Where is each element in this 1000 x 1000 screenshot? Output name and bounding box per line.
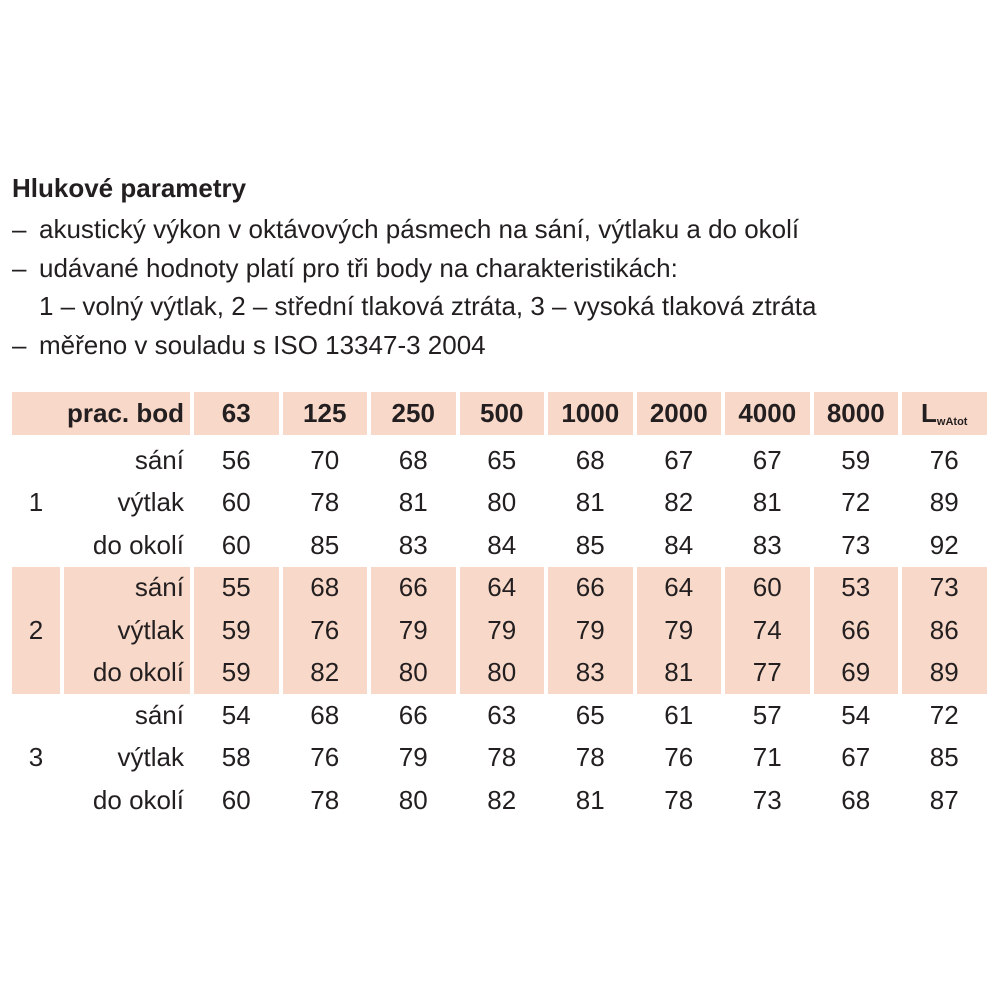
header-band: 250 xyxy=(371,392,456,435)
table-row xyxy=(12,609,987,652)
table-row xyxy=(12,779,987,822)
total-value-cell: 76 xyxy=(929,444,959,475)
band-value-cell: 54 xyxy=(841,699,871,730)
band-value-cell: 78 xyxy=(664,784,694,815)
band-value-cell: 79 xyxy=(637,609,722,652)
location-label: výtlak xyxy=(117,742,184,773)
band-value-cell: 68 xyxy=(841,784,871,815)
band-value-cell: 69 xyxy=(814,652,899,695)
band-value-cell: 80 xyxy=(398,784,428,815)
band-value-cell: 81 xyxy=(575,487,605,518)
band-value-cell: 59 xyxy=(194,652,279,695)
band-value-cell: 71 xyxy=(752,742,782,773)
bullet-item xyxy=(12,210,992,249)
band-value-cell: 68 xyxy=(283,567,368,610)
band-value-cell: 72 xyxy=(841,487,871,518)
band-value-cell: 60 xyxy=(221,529,251,560)
header-band: 63 xyxy=(194,392,279,435)
band-value-cell: 76 xyxy=(664,742,694,773)
header-total-main: L xyxy=(921,398,937,428)
header-band: 2000 xyxy=(637,392,722,435)
band-value-cell: 84 xyxy=(487,529,517,560)
table-row xyxy=(12,524,987,567)
band-value-cell: 67 xyxy=(664,444,694,475)
bullet-dash: – xyxy=(12,214,27,244)
document xyxy=(12,170,992,364)
table-row xyxy=(12,737,987,780)
point-number: 2 xyxy=(12,609,60,652)
band-value-cell: 73 xyxy=(841,529,871,560)
band-value-cell: 81 xyxy=(637,652,722,695)
bullet-text: udávané hodnoty platí pro tři body na charakteristikách: xyxy=(39,252,678,283)
band-value-cell: 56 xyxy=(221,444,251,475)
band-value-cell: 66 xyxy=(371,567,456,610)
header-total-sub: wAtot xyxy=(936,416,968,428)
header-band: 4000 xyxy=(725,392,810,435)
bullet-item xyxy=(12,249,992,288)
band-value-cell: 65 xyxy=(575,699,605,730)
header-band: 500 xyxy=(460,392,545,435)
band-value-cell: 80 xyxy=(487,487,517,518)
location-label: sání xyxy=(64,567,190,610)
band-value-cell: 70 xyxy=(310,444,340,475)
location-label: sání xyxy=(134,444,184,475)
location-label: výtlak xyxy=(64,609,190,652)
band-value-cell: 76 xyxy=(283,609,368,652)
point-number: 3 xyxy=(28,742,44,773)
band-value-cell: 80 xyxy=(460,652,545,695)
point-number xyxy=(12,694,60,737)
location-label: do okolí xyxy=(92,529,184,560)
bullet-text: 1 – volný výtlak, 2 – střední tlaková ztráta, 3 – vysoká tlaková ztráta xyxy=(39,291,817,321)
table-header-row xyxy=(12,392,987,435)
band-value-cell: 83 xyxy=(398,529,428,560)
bullet-item xyxy=(12,326,992,365)
band-value-cell: 85 xyxy=(575,529,605,560)
section-title: Hlukové parametry xyxy=(12,173,247,203)
table-row xyxy=(12,567,987,610)
header-total xyxy=(902,392,987,435)
band-value-cell: 60 xyxy=(221,487,251,518)
bullet-list xyxy=(12,210,992,364)
table-row xyxy=(12,652,987,695)
band-value-cell: 83 xyxy=(752,529,782,560)
band-value-cell: 59 xyxy=(194,609,279,652)
band-value-cell: 76 xyxy=(310,742,340,773)
location-label: do okolí xyxy=(92,784,184,815)
point-number xyxy=(12,567,60,610)
band-value-cell: 63 xyxy=(487,699,517,730)
band-value-cell: 65 xyxy=(487,444,517,475)
band-value-cell: 54 xyxy=(221,699,251,730)
band-value-cell: 85 xyxy=(310,529,340,560)
band-value-cell: 79 xyxy=(548,609,633,652)
total-value-cell: 87 xyxy=(929,784,959,815)
band-value-cell: 53 xyxy=(814,567,899,610)
band-value-cell: 66 xyxy=(548,567,633,610)
total-value-cell: 89 xyxy=(902,652,987,695)
band-value-cell: 79 xyxy=(398,742,428,773)
total-value-cell: 92 xyxy=(929,529,959,560)
total-value-cell: 89 xyxy=(929,487,959,518)
band-value-cell: 78 xyxy=(487,742,517,773)
total-value-cell: 85 xyxy=(929,742,959,773)
band-value-cell: 59 xyxy=(841,444,871,475)
band-value-cell: 68 xyxy=(398,444,428,475)
band-value-cell: 82 xyxy=(664,487,694,518)
point-number xyxy=(12,652,60,695)
band-value-cell: 84 xyxy=(664,529,694,560)
total-value-cell: 86 xyxy=(902,609,987,652)
total-value-cell: 73 xyxy=(902,567,987,610)
band-value-cell: 58 xyxy=(221,742,251,773)
band-value-cell: 67 xyxy=(841,742,871,773)
band-value-cell: 66 xyxy=(398,699,428,730)
band-value-cell: 79 xyxy=(371,609,456,652)
location-label: do okolí xyxy=(64,652,190,695)
bullet-dash: – xyxy=(12,252,27,283)
header-point-label: prac. bod xyxy=(12,392,190,435)
bullet-continuation xyxy=(12,287,992,326)
point-number xyxy=(12,524,60,567)
point-number xyxy=(12,779,60,822)
band-value-cell: 64 xyxy=(637,567,722,610)
table-row xyxy=(12,694,987,737)
point-number xyxy=(12,439,60,482)
band-value-cell: 78 xyxy=(310,784,340,815)
band-value-cell: 74 xyxy=(725,609,810,652)
table-body xyxy=(12,439,987,822)
location-label: sání xyxy=(134,699,184,730)
table-row xyxy=(12,439,987,482)
band-value-cell: 80 xyxy=(371,652,456,695)
noise-table xyxy=(8,392,991,822)
band-value-cell: 67 xyxy=(752,444,782,475)
band-value-cell: 81 xyxy=(752,487,782,518)
band-value-cell: 77 xyxy=(725,652,810,695)
band-value-cell: 83 xyxy=(548,652,633,695)
location-label: výtlak xyxy=(117,487,184,518)
header-band: 1000 xyxy=(548,392,633,435)
band-value-cell: 64 xyxy=(460,567,545,610)
band-value-cell: 68 xyxy=(310,699,340,730)
band-value-cell: 81 xyxy=(575,784,605,815)
band-value-cell: 81 xyxy=(398,487,428,518)
band-value-cell: 82 xyxy=(487,784,517,815)
bullet-text: měřeno v souladu s ISO 13347-3 2004 xyxy=(39,329,486,360)
band-value-cell: 60 xyxy=(221,784,251,815)
band-value-cell: 61 xyxy=(664,699,694,730)
band-value-cell: 55 xyxy=(194,567,279,610)
band-value-cell: 60 xyxy=(725,567,810,610)
band-value-cell: 78 xyxy=(310,487,340,518)
band-value-cell: 73 xyxy=(752,784,782,815)
bullet-dash: – xyxy=(12,329,27,360)
band-value-cell: 79 xyxy=(460,609,545,652)
header-band: 8000 xyxy=(814,392,899,435)
total-value-cell: 72 xyxy=(929,699,959,730)
table-row xyxy=(12,482,987,525)
header-band: 125 xyxy=(283,392,368,435)
bullet-text: akustický výkon v oktávových pásmech na sání, výtlaku a do okolí xyxy=(39,214,800,244)
band-value-cell: 68 xyxy=(575,444,605,475)
band-value-cell: 57 xyxy=(752,699,782,730)
point-number: 1 xyxy=(28,487,44,518)
band-value-cell: 66 xyxy=(814,609,899,652)
band-value-cell: 78 xyxy=(575,742,605,773)
band-value-cell: 82 xyxy=(283,652,368,695)
